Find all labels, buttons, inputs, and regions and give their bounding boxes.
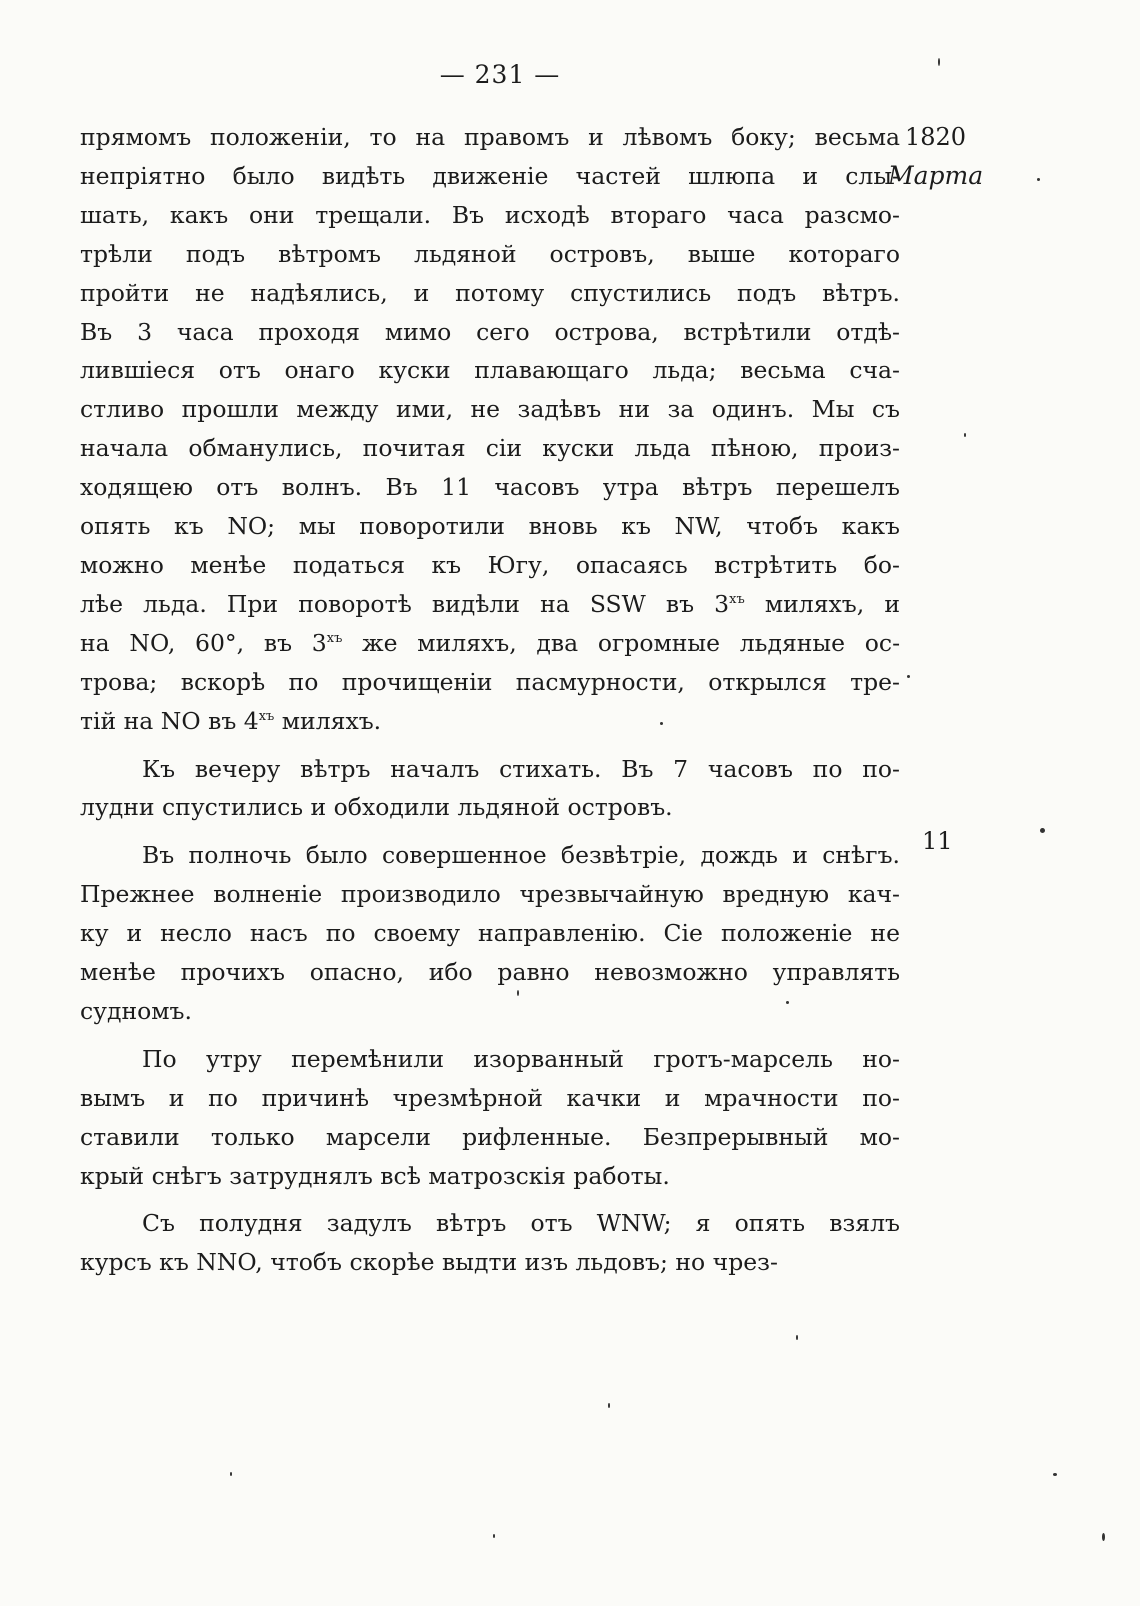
- text-line: ку и несло насъ по своему направленiю. Сiе положенiе не: [80, 919, 900, 948]
- text-line: менѣе прочихъ опасно, ибо равно невозможно управлять: [80, 958, 900, 987]
- scan-speck: [1040, 828, 1045, 833]
- page-number: — 231 —: [439, 60, 561, 89]
- text-line: трова; вскорѣ по прочищенiи пасмурности, открылся тре-: [80, 667, 900, 696]
- scan-speck: [230, 1472, 232, 1476]
- text-line: Къ вечеру вѣтръ началъ стихать. Въ 7 часовъ по по-: [142, 754, 900, 783]
- text-line: лившiеся отъ онаго куски плавающаго льда; весьма сча-: [80, 356, 900, 385]
- scan-speck: [786, 1001, 789, 1004]
- text-line: По утру перемѣнили изорванный гротъ-марсель но-: [142, 1044, 900, 1073]
- text-line: пройти не надѣялись, и потому спустились подъ вѣтръ.: [80, 278, 900, 307]
- scan-speck: [517, 990, 519, 996]
- text-line: тiй на NO въ $4^{хъ}$ миляхъ.: [80, 706, 382, 735]
- text-line: крый снѣгъ затруднялъ всѣ матрозскiя работы.: [80, 1161, 670, 1190]
- text-line: Въ 3 часа проходя мимо сего острова, встрѣтили отдѣ-: [80, 317, 900, 346]
- scan-speck: [660, 722, 663, 725]
- body-text: [80, 118, 900, 1291]
- text-line: прямомъ положенiи, то на правомъ и лѣвомъ боку; весьма: [80, 123, 900, 151]
- text-line: стливо прошли между ими, не задѣвъ ни за одинъ. Мы съ: [80, 395, 900, 424]
- text-line: Съ полудня задулъ вѣтръ отъ WNW; я опять взялъ: [142, 1209, 900, 1238]
- text-line: начала обманулись, почитая сiи куски льда пѣною, произ-: [80, 434, 900, 463]
- text-line: судномъ.: [80, 996, 192, 1025]
- text-line: вымъ и по причинѣ чрезмѣрной качки и мрачности по-: [80, 1083, 900, 1112]
- text-line: на NO, 60°, въ $3^{хъ}$ же миляхъ, два огромные льдяные ос-: [80, 628, 901, 657]
- margin-note-year: 1820: [905, 123, 967, 151]
- text-line: Прежнее волненiе производило чрезвычайную вредную кач-: [80, 880, 900, 909]
- text-line: трѣли подъ вѣтромъ льдяной островъ, выше котораго: [80, 239, 900, 268]
- scan-speck: [1037, 178, 1040, 181]
- scan-speck: [964, 433, 966, 437]
- text-line: курсъ къ NNO, чтобъ скорѣе выдти изъ льдовъ; но чрез-: [80, 1248, 778, 1277]
- text-line: можно менѣе податься къ Югу, опасаясь встрѣтить бо-: [80, 550, 900, 579]
- text-line: Въ полночь было совершенное безвѣтрiе, дождь и снѣгъ.: [142, 841, 900, 870]
- paragraph: [80, 836, 900, 1031]
- scan-speck: [938, 58, 940, 66]
- text-line: шать, какъ они трещали. Въ исходѣ втораго часа разсмо-: [80, 200, 900, 229]
- scan-speck: [493, 1534, 495, 1538]
- paragraph: [80, 1040, 900, 1196]
- text-line: лудни спустились и обходили льдяной островъ.: [80, 793, 673, 822]
- paragraph: [80, 750, 900, 828]
- text-line: ставили только марсели рифленные. Безпрерывный мо-: [80, 1122, 900, 1151]
- margin-note-month: Марта: [888, 161, 984, 190]
- text-line: опять къ NO; мы поворотили вновь къ NW, чтобъ какъ: [80, 512, 900, 541]
- paragraph: [80, 118, 900, 741]
- scan-speck: [796, 1335, 798, 1340]
- scan-speck: [1102, 1533, 1105, 1541]
- scan-speck: [1053, 1473, 1057, 1476]
- text-line: лѣе льда. При поворотѣ видѣли на SSW въ $3^{хъ}$ миляхъ, и: [80, 589, 900, 618]
- text-line: непрiятно было видѣть движенiе частей шлюпа и слы-: [80, 161, 900, 190]
- margin-note-day: 11: [922, 827, 953, 855]
- scan-speck: [608, 1403, 610, 1408]
- scan-speck: [907, 675, 910, 678]
- text-line: ходящею отъ волнъ. Въ 11 часовъ утра вѣтръ перешелъ: [80, 473, 900, 502]
- paragraph: [80, 1204, 900, 1282]
